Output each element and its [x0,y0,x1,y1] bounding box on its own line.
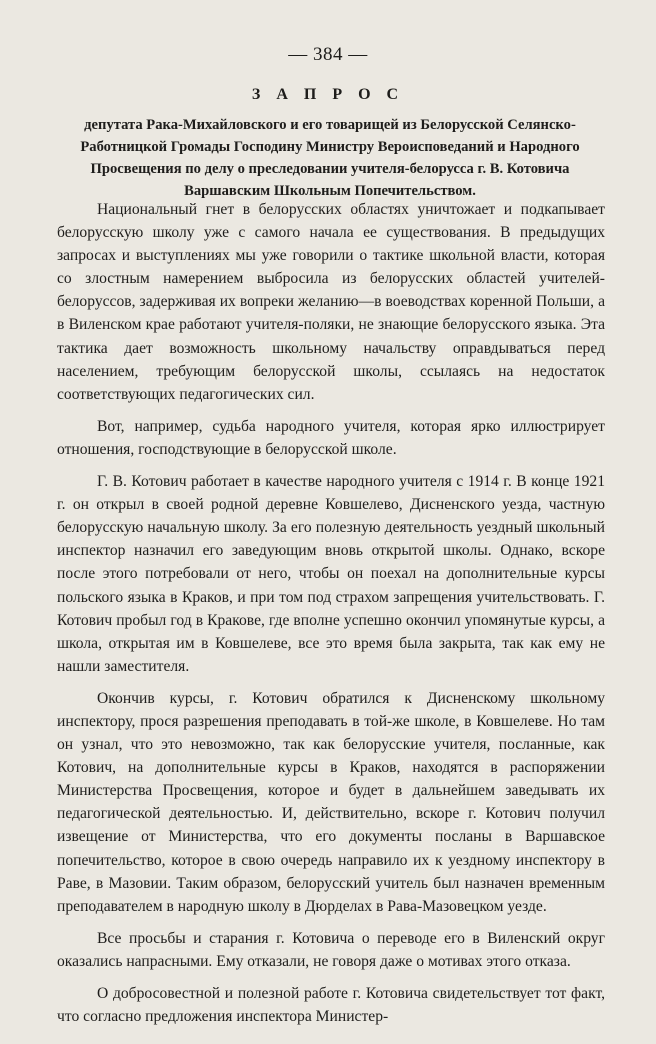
document-title: З А П Р О С [251,86,405,103]
document-subtitle: депутата Рака-Михайловского и его товарищей из Белорусской Селянско-Работницкой Громады Господину Министру Вероисповеданий и Народного Просвещения по делу о преследовании учителя-белорусса г. В. Котовича Варшавским Школьным Попечительством. [80,117,580,199]
paragraph: Г. В. Котович работает в качестве народного учителя с 1914 г. В конце 1921 г. он открыл в своей родной деревне Ковшелево, Дисненского уезда, частную белорусскую начальную школу. За его полезную деятельность уездный школьный инспектор назначил его заведующим вновь открытой школы. Однако, вскоре после этого потребовали от него, чтобы он поехал на дополнительные курсы польского языка в Краков, и при том под страхом запрещения учительствовать. Г. Котович пробыл год в Кракове, где вполне успешно окончил упомянутые курсы, а школа, открытая им в Ковшелеве, все это время была закрыта, так как ему не нашли заместителя. [57,473,605,675]
paragraph: Национальный гнет в белорусских областях уничтожает и подкапывает белорусскую школу уже с самого начала ее существования. В предыдущих запросах и выступлениях мы уже говорили о тактике школьной власти, которая со злостным намерением выбросила из белорусских областей учителей-белоруссов, задерживая их вопреки желанию—в воеводствах коренной Польши, а в Виленском крае работают учителя-поляки, не знающие белорусского языка. Эта тактика дает возможность школьному начальству оправдываться перед населением, требующим белорусской школы, ссылаясь на недостаток соответствующих педагогических сил. [57,201,605,403]
paragraph: Окончив курсы, г. Котович обратился к Дисненскому школьному инспектору, прося разрешения преподавать в той-же школе, в Ковшелеве. Но там он узнал, что это невозможно, так как белорусские учителя, посланные, как Котович, на дополнительные курсы в Краков, находятся в распоряжении Министерства Просвещения, которое и будет в дальнейшем заведывать их педагогической деятельностью. И, действительно, вскоре г. Котович получил извещение от Министерства, что его документы посланы в Варшавское попечительство, которое в свою очередь направило их к уездному инспектору в Раве, в Мазовии. Таким образом, белорусский учитель был назначен временным преподавателем в народную школу в Дюрделах в Рава-Мазовецком уезде. [57,689,605,915]
paragraph: Вот, например, судьба народного учителя, которая ярко иллюстрирует отношения, господствующие в белорусской школе. [57,417,605,458]
paragraph: Все просьбы и старания г. Котовича о переводе его в Виленский округ оказались напрасными. Ему отказали, не говоря даже о мотивах этого отказа. [57,929,605,970]
page-number: — 384 — [288,44,368,65]
paragraph: О добросовестной и полезной работе г. Котовича свидетельствует тот факт, что согласно предложения инспектора Министер- [57,985,605,1026]
body-text [57,198,605,1037]
